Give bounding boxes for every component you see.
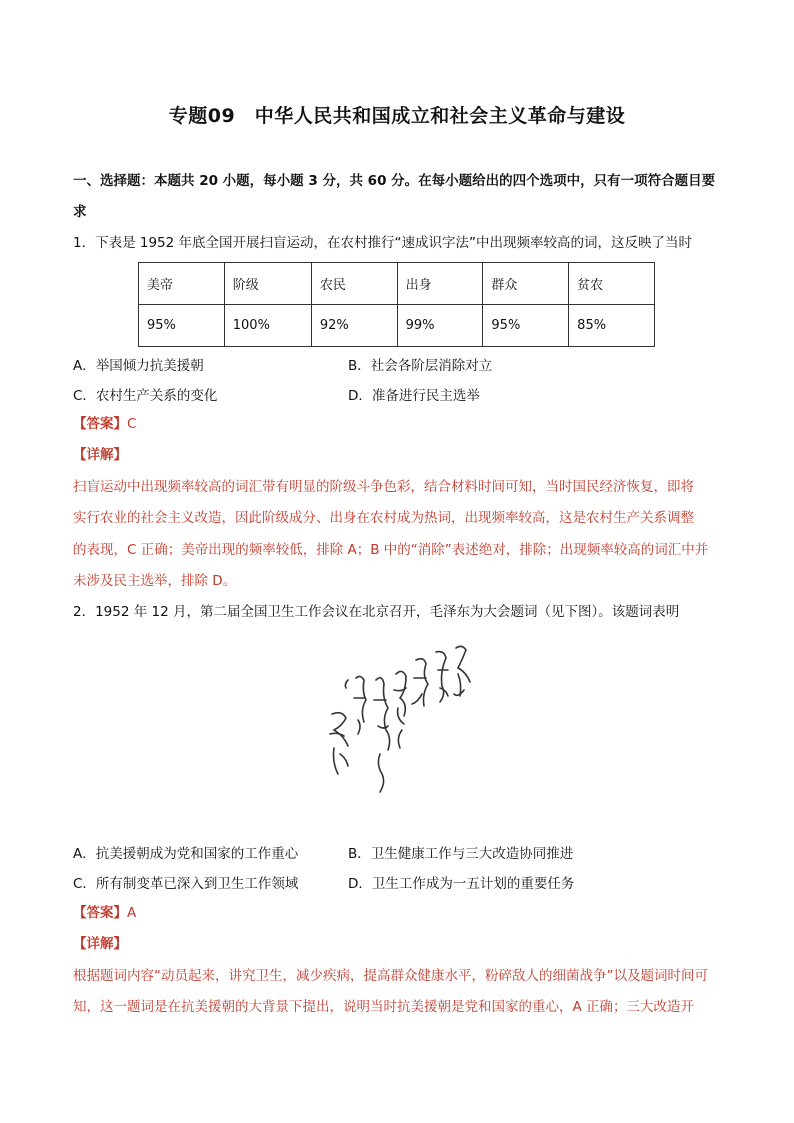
section-heading-cont: 求	[73, 204, 87, 220]
q1-stem: 1．下表是 1952 年底全国开展扫盲运动，在农村推行“速成识字法”中出现频率较高的词，这反映了当时	[73, 235, 693, 251]
table-cell: 贫农	[569, 263, 655, 305]
q1-option-c: C．农村生产关系的变化	[73, 388, 218, 404]
table-row	[139, 263, 655, 305]
section-heading: 一、选择题：本题共 20 小题，每小题 3 分，共 60 分。在每小题给出的四个选项中，只有一项符合题目要	[73, 173, 716, 189]
page-title: 专题09 中华人民共和国成立和社会主义革命与建设	[168, 105, 626, 127]
table-cell: 美帝	[139, 263, 225, 305]
q1-option-d: D．准备进行民主选举	[348, 388, 480, 404]
table-cell: 92%	[311, 305, 397, 347]
answer-tag: 【答案】	[73, 416, 127, 432]
answer-value: C	[127, 416, 137, 432]
q1-option-a: A．举国倾力抗美援朝	[73, 358, 204, 374]
q2-answer	[73, 903, 136, 923]
table-cell: 85%	[569, 305, 655, 347]
table-row	[139, 305, 655, 347]
word-frequency-table	[138, 262, 655, 347]
q2-detail-line: 根据题词内容“动员起来，讲究卫生，减少疾病，提高群众健康水平，粉碎敌人的细菌战争”以及题词时间可	[73, 968, 708, 984]
table-cell: 95%	[483, 305, 569, 347]
table-cell: 农民	[311, 263, 397, 305]
q1-detail-line: 的表现，C 正确；美帝出现的频率较低，排除 A；B 中的“消除”表述绝对，排除；出现频率较高的词汇中并	[73, 542, 709, 558]
table-cell: 群众	[483, 263, 569, 305]
q2-stem: 2．1952 年 12 月，第二届全国卫生工作会议在北京召开，毛泽东为大会题词（见下图）。该题词表明	[73, 604, 680, 620]
table-cell: 100%	[224, 305, 311, 347]
calligraphy-image	[318, 630, 478, 830]
q2-option-b: B．卫生健康工作与三大改造协同推进	[348, 846, 574, 862]
q2-detail-tag: 【详解】	[73, 936, 127, 952]
q2-option-a: A．抗美援朝成为党和国家的工作重心	[73, 846, 299, 862]
q2-option-c: C．所有制变革已深入到卫生工作领域	[73, 876, 299, 892]
table-cell: 出身	[397, 263, 483, 305]
answer-tag: 【答案】	[73, 905, 127, 921]
q1-detail-line: 实行农业的社会主义改造，因此阶级成分、出身在农村成为热词，出现频率较高，这是农村生产关系调整	[73, 510, 694, 526]
q2-option-d: D．卫生工作成为一五计划的重要任务	[348, 876, 575, 892]
q1-detail-line: 扫盲运动中出现频率较高的词汇带有明显的阶级斗争色彩，结合材料时间可知，当时国民经济恢复，即将	[73, 479, 694, 495]
q1-detail-tag: 【详解】	[73, 447, 127, 463]
answer-value: A	[127, 905, 137, 921]
q1-detail-line: 未涉及民主选举，排除 D。	[73, 573, 237, 589]
q1-answer	[73, 414, 136, 434]
table-cell: 阶级	[224, 263, 311, 305]
table-cell: 95%	[139, 305, 225, 347]
q2-detail-line: 知，这一题词是在抗美援朝的大背景下提出，说明当时抗美援朝是党和国家的重心，A 正确；三大改造开	[73, 999, 695, 1015]
table-cell: 99%	[397, 305, 483, 347]
q1-option-b: B．社会各阶层消除对立	[348, 358, 493, 374]
